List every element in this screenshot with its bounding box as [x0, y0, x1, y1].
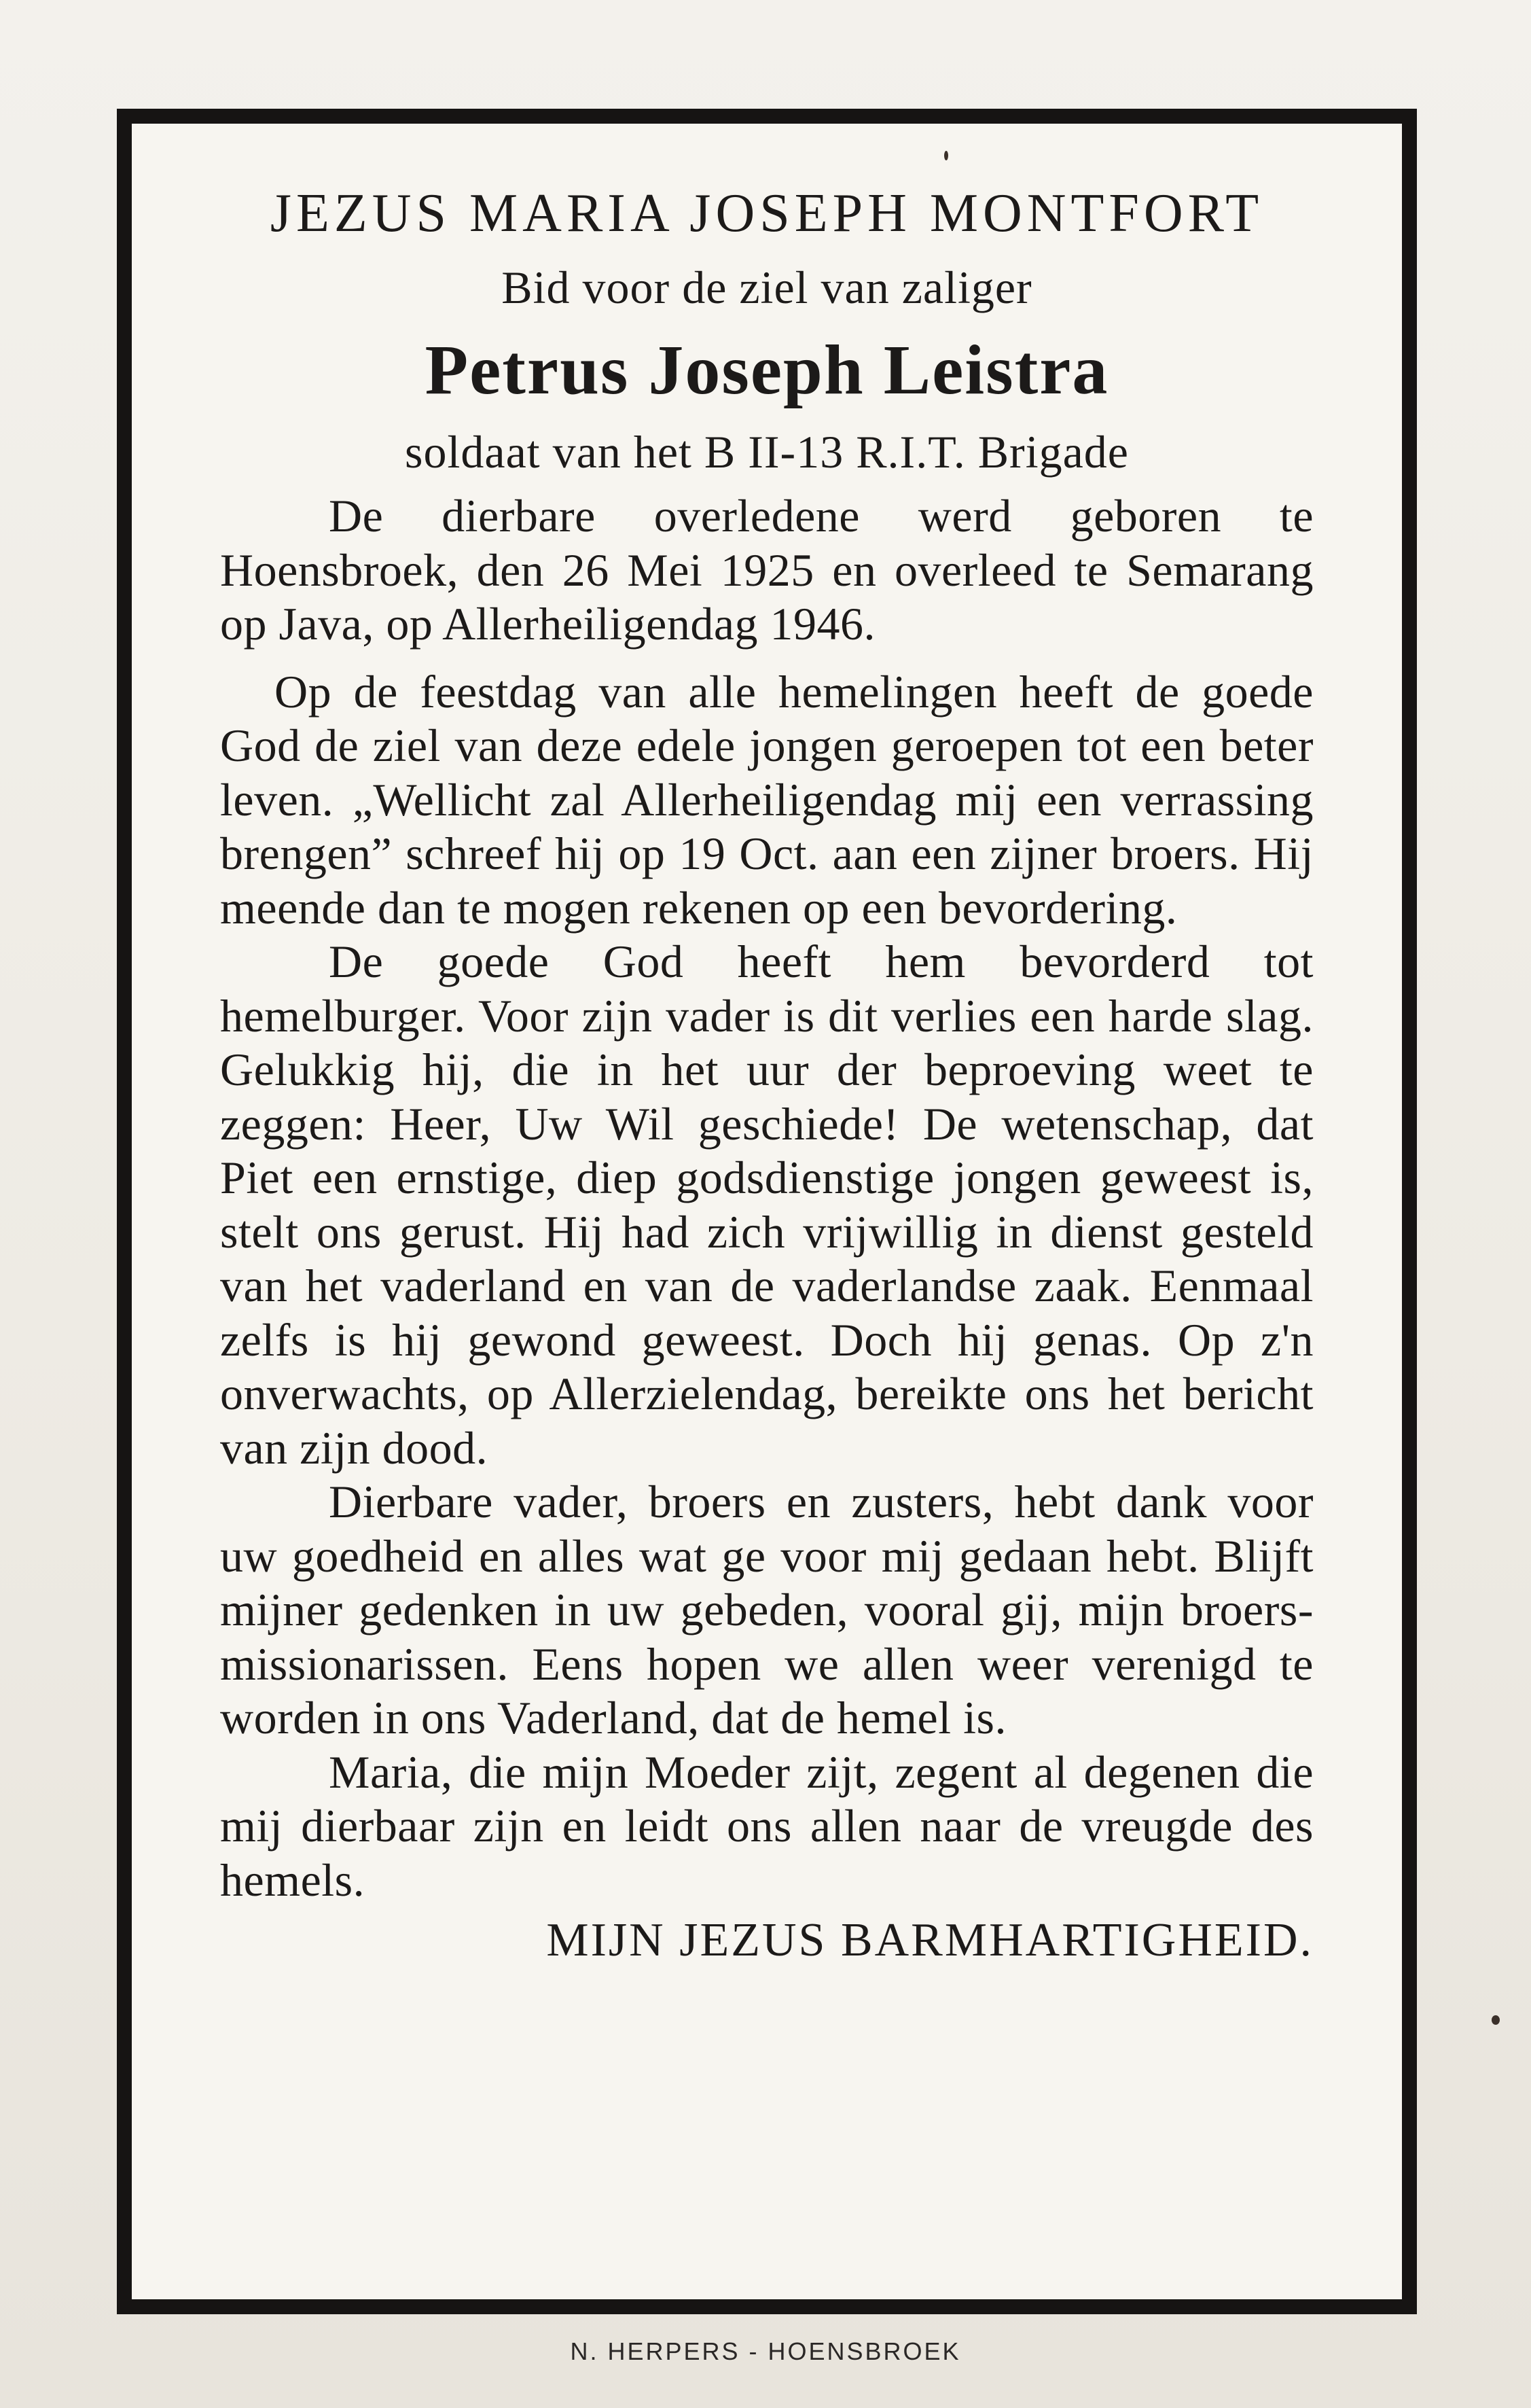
paragraph-promotion: De goede God heeft hem bevorderd tot hemelburger. Voor zijn vader is dit verlies een harde slag. Gelukkig hij, die in het uur der beproeving weet te zeggen: Heer, Uw Wil geschiede! De wetenschap, dat Piet een ernstige, diep godsdienstige jongen geweest is, stelt ons gerust. Hij had zich vrijwillig in dienst gesteld van het vaderland en van de vaderlandse zaak. Eenmaal zelfs is hij gewond geweest. Doch hij genas. Op z'n onverwachts, op Allerzielendag, bereikte ons het bericht van zijn dood.	[220, 936, 1314, 1474]
closing-prayer: MIJN JEZUS BARMHARTIGHEID.	[546, 1914, 1314, 1966]
printer-imprint: N. HERPERS - HOENSBROEK	[570, 2337, 961, 2365]
military-rank: soldaat van het B II-13 R.I.T. Brigade	[405, 426, 1129, 478]
paper-speck	[1492, 2015, 1500, 2025]
paper-speck	[944, 151, 948, 160]
invocation-heading: JEZUS MARIA JOSEPH MONTFORT	[270, 183, 1264, 243]
deceased-name: Petrus Joseph Leistra	[425, 331, 1109, 409]
card-text-area	[132, 124, 1402, 2299]
paragraph-birth-death: De dierbare overledene werd geboren te Hoensbroek, den 26 Mei 1925 en overleed te Semarang op Java, op Allerheiligendag 1946.	[220, 490, 1314, 650]
mourning-border	[117, 109, 1417, 2314]
prayer-line: Bid voor de ziel van zaliger	[501, 262, 1032, 313]
paragraph-farewell: Dierbare vader, broers en zusters, hebt dank voor uw goedheid en alles wat ge voor mij gedaan hebt. Blijft mijner gedenken in uw gebeden, vooral gij, mijn broers-missionarissen. Eens hopen we allen weer verenigd te worden in ons Vaderland, dat de hemel is.	[220, 1476, 1314, 1743]
paragraph-feastday: Op de feestdag van alle hemelingen heeft de goede God de ziel van deze edele jongen geroepen tot een beter leven. „Wellicht zal Allerheiligendag mij een verrassing brengen” schreef hij op 19 Oct. aan een zijner broers. Hij meende dan te mogen rekenen op een bevordering.	[220, 665, 1314, 934]
paragraph-maria: Maria, die mijn Moeder zijt, zegent al degenen die mij dierbaar zijn en leidt ons allen naar de vreugde des hemels.	[220, 1746, 1314, 1906]
